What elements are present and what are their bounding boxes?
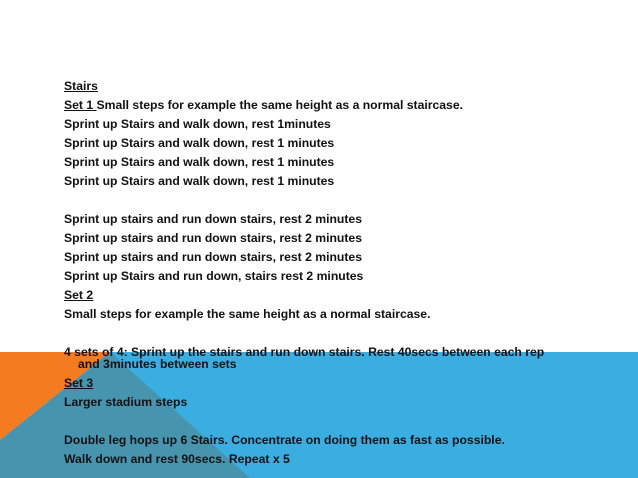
exercise-line: Sprint up stairs and run down stairs, rest 2 minutes bbox=[64, 250, 362, 264]
exercise-line-continuation: and 3minutes between sets bbox=[78, 357, 237, 371]
set-1-label: Set 1 bbox=[64, 98, 97, 112]
exercise-line: Sprint up Stairs and walk down, rest 1 minutes bbox=[64, 136, 335, 150]
slide-heading-stairs: Stairs bbox=[64, 79, 98, 93]
exercise-line: Sprint up Stairs and walk down, rest 1 minutes bbox=[64, 174, 335, 188]
exercise-line: Walk down and rest 90secs. Repeat x 5 bbox=[64, 452, 290, 466]
set-3-label: Set 3 bbox=[64, 376, 94, 390]
slide-content bbox=[64, 0, 624, 478]
exercise-line: Sprint up Stairs and walk down, rest 1minutes bbox=[64, 117, 331, 131]
set-1-line: Set 1 Small steps for example the same height as a normal staircase. bbox=[64, 98, 463, 112]
set-2-line bbox=[64, 288, 93, 302]
exercise-line: Small steps for example the same height as a normal staircase. bbox=[64, 307, 431, 321]
exercise-line: Larger stadium steps bbox=[64, 395, 188, 409]
exercise-line: 4 sets of 4: Sprint up the stairs and run down stairs. Rest 40secs between each rep bbox=[64, 345, 545, 359]
set-3-line bbox=[64, 376, 93, 390]
exercise-line: Sprint up stairs and run down stairs, rest 2 minutes bbox=[64, 231, 362, 245]
exercise-line: Double leg hops up 6 Stairs. Concentrate on doing them as fast as possible. bbox=[64, 433, 505, 447]
exercise-line: Sprint up stairs and run down stairs, rest 2 minutes bbox=[64, 212, 362, 226]
exercise-line: Sprint up Stairs and run down, stairs rest 2 minutes bbox=[64, 269, 364, 283]
set-2-label: Set 2 bbox=[64, 288, 94, 302]
exercise-line: Sprint up Stairs and walk down, rest 1 minutes bbox=[64, 155, 335, 169]
